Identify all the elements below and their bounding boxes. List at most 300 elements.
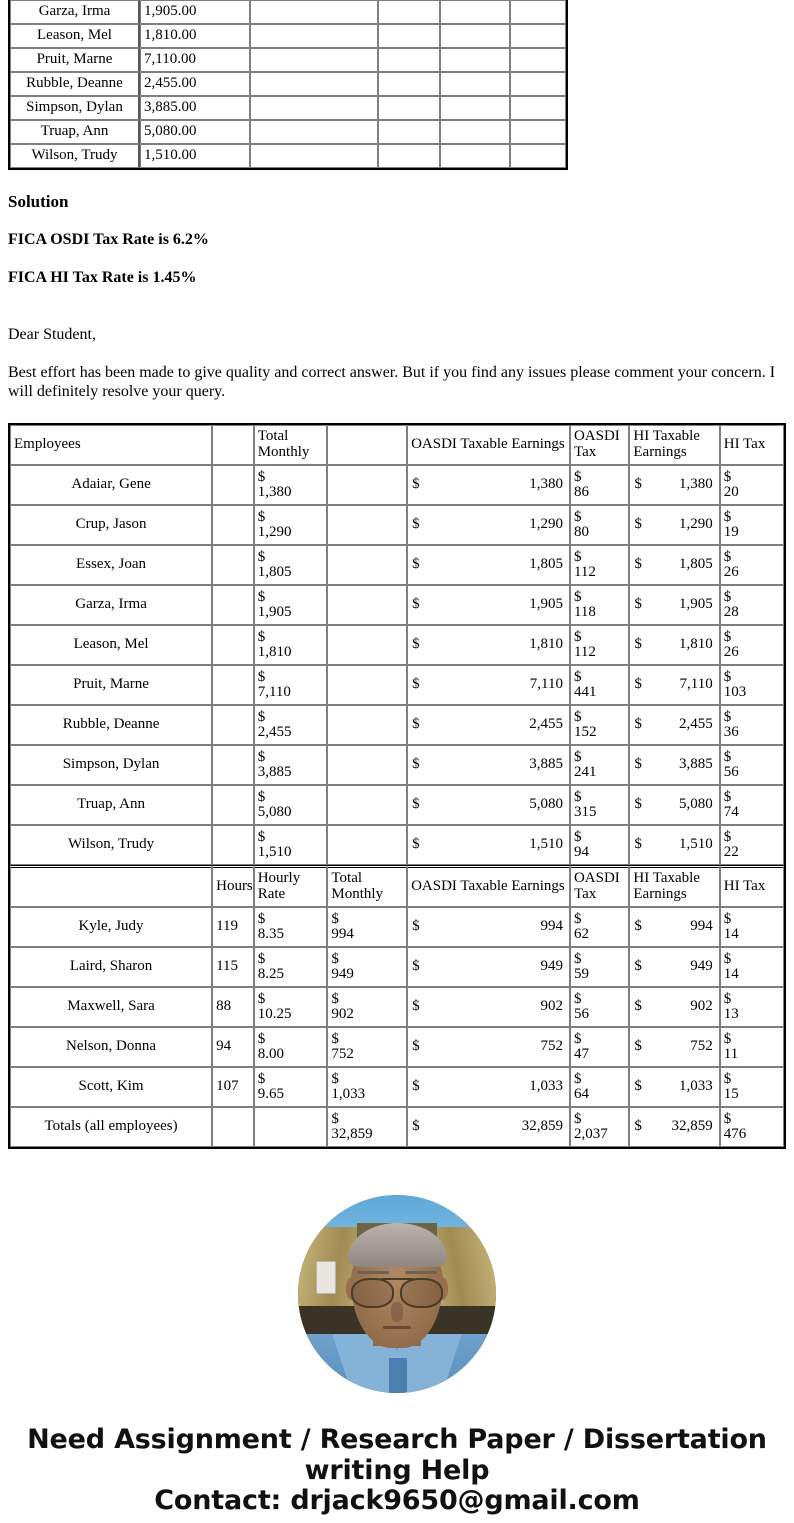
cell-value: 5,080 bbox=[529, 796, 563, 813]
hourly-rate-cell bbox=[254, 1027, 328, 1067]
cell-value: 1,033 bbox=[529, 1078, 563, 1095]
currency-symbol: $ bbox=[412, 596, 420, 613]
cell-value: 2,455 bbox=[679, 716, 713, 733]
currency-symbol: $ bbox=[573, 1031, 582, 1048]
cell-value: 47 bbox=[573, 1046, 589, 1063]
empty-cell bbox=[250, 48, 378, 72]
cell-value: 1,805 bbox=[679, 556, 713, 573]
cell-value: 752 bbox=[331, 1046, 354, 1063]
cell-value: 1,805 bbox=[529, 556, 563, 573]
empty-cell bbox=[510, 0, 566, 24]
table-header-row bbox=[10, 865, 784, 907]
total-monthly-cell bbox=[327, 987, 407, 1027]
empty-cell bbox=[327, 585, 407, 625]
currency-symbol: $ bbox=[573, 1071, 582, 1088]
table-row bbox=[10, 705, 784, 745]
currency-symbol: $ bbox=[723, 1031, 732, 1048]
oasdi-tax-cell bbox=[570, 545, 629, 585]
empty-cell bbox=[440, 24, 510, 48]
total-monthly-cell bbox=[254, 705, 328, 745]
cell-value: 28 bbox=[723, 604, 739, 621]
cell-value: 8.25 bbox=[257, 966, 284, 983]
currency-symbol: $ bbox=[723, 991, 732, 1008]
table-row bbox=[10, 947, 784, 987]
hi-tax-cell bbox=[720, 505, 784, 545]
cell-value: 1,805 bbox=[257, 564, 292, 581]
empty-cell bbox=[212, 785, 254, 825]
currency-symbol: $ bbox=[573, 991, 582, 1008]
oasdi-tax-cell bbox=[570, 825, 629, 865]
currency-symbol: $ bbox=[723, 829, 732, 846]
empty-cell bbox=[378, 0, 440, 24]
table-row bbox=[10, 1027, 784, 1067]
solution-table-wrap bbox=[0, 423, 794, 1149]
empty-cell bbox=[212, 505, 254, 545]
currency-symbol: $ bbox=[412, 998, 420, 1015]
promo-block bbox=[0, 1425, 794, 1516]
total-monthly-cell bbox=[254, 825, 328, 865]
header-blank bbox=[212, 425, 254, 465]
cell-value: 11 bbox=[723, 1046, 739, 1063]
cell-value: 62 bbox=[573, 926, 589, 943]
cell-value: 1,290 bbox=[679, 516, 713, 533]
page-title: Solution bbox=[8, 192, 69, 211]
header-spacer bbox=[327, 425, 407, 465]
empty-cell bbox=[510, 96, 566, 120]
table-header-row bbox=[10, 425, 784, 465]
currency-symbol: $ bbox=[723, 509, 732, 526]
currency-symbol: $ bbox=[634, 676, 642, 693]
cell-value: 994 bbox=[540, 918, 563, 935]
avatar-nose bbox=[391, 1302, 403, 1322]
hi-tax-cell bbox=[720, 987, 784, 1027]
amount-cell: 7,110.00 bbox=[140, 48, 250, 72]
cell-value: 1,033 bbox=[679, 1078, 713, 1095]
currency-symbol: $ bbox=[257, 509, 266, 526]
empty-cell bbox=[510, 72, 566, 96]
table-row bbox=[10, 987, 784, 1027]
oasdi-tax-cell bbox=[570, 465, 629, 505]
employee-name-cell: Truap, Ann bbox=[10, 785, 212, 825]
hi-taxable-earnings-cell bbox=[629, 947, 719, 987]
currency-symbol: $ bbox=[723, 951, 732, 968]
employee-name-cell: Pruit, Marne bbox=[10, 665, 212, 705]
cell-value: 752 bbox=[540, 1038, 563, 1055]
empty-cell bbox=[327, 705, 407, 745]
currency-symbol: $ bbox=[412, 836, 420, 853]
currency-symbol: $ bbox=[257, 911, 266, 928]
empty-cell bbox=[250, 120, 378, 144]
employee-name-cell: Leason, Mel bbox=[10, 625, 212, 665]
cell-value: 241 bbox=[573, 764, 597, 781]
total-monthly-cell bbox=[254, 785, 328, 825]
author-avatar-wrap bbox=[0, 1195, 794, 1393]
hi-tax-cell bbox=[720, 745, 784, 785]
header-total-monthly: Total Monthly bbox=[254, 425, 328, 465]
empty-cell bbox=[212, 745, 254, 785]
cell-value: 14 bbox=[723, 926, 739, 943]
empty-cell bbox=[327, 505, 407, 545]
empty-cell bbox=[440, 72, 510, 96]
table-row bbox=[10, 545, 784, 585]
cell-value: 10.25 bbox=[257, 1006, 292, 1023]
cell-value: 56 bbox=[723, 764, 739, 781]
currency-symbol: $ bbox=[412, 918, 420, 935]
hours-cell: 88 bbox=[212, 987, 254, 1027]
employee-name-cell: Laird, Sharon bbox=[10, 947, 212, 987]
currency-symbol: $ bbox=[257, 1031, 266, 1048]
totals-hi-taxable-cell bbox=[629, 1107, 719, 1147]
employee-name-cell: Maxwell, Sara bbox=[10, 987, 212, 1027]
avatar-mouth bbox=[383, 1326, 411, 1329]
cell-value: 902 bbox=[540, 998, 563, 1015]
solution-table bbox=[8, 423, 786, 1149]
header-hours: Hours bbox=[212, 865, 254, 907]
hours-cell: 94 bbox=[212, 1027, 254, 1067]
empty-cell bbox=[378, 48, 440, 72]
hi-taxable-earnings-cell bbox=[629, 907, 719, 947]
avatar bbox=[298, 1195, 496, 1393]
oasdi-tax-cell bbox=[570, 505, 629, 545]
header-hourly-total-monthly: Total Monthly bbox=[327, 865, 407, 907]
cell-value: 3,885 bbox=[679, 756, 713, 773]
oasdi-tax-cell bbox=[570, 1027, 629, 1067]
empty-cell bbox=[327, 545, 407, 585]
oasdi-taxable-earnings-cell bbox=[407, 907, 570, 947]
empty-cell bbox=[378, 120, 440, 144]
top-partial-table-wrap bbox=[0, 0, 794, 170]
oasdi-tax-cell bbox=[570, 947, 629, 987]
table-row bbox=[10, 665, 784, 705]
total-monthly-cell bbox=[327, 907, 407, 947]
oasdi-tax-cell bbox=[570, 785, 629, 825]
fica-osdi-rate-line: FICA OSDI Tax Rate is 6.2% bbox=[8, 231, 209, 249]
empty-cell bbox=[250, 96, 378, 120]
hi-tax-cell bbox=[720, 625, 784, 665]
currency-symbol: $ bbox=[634, 756, 642, 773]
hi-taxable-earnings-cell bbox=[629, 1067, 719, 1107]
currency-symbol: $ bbox=[723, 669, 732, 686]
currency-symbol: $ bbox=[331, 1031, 339, 1048]
employee-name-cell: Rubble, Deanne bbox=[10, 72, 140, 96]
currency-symbol: $ bbox=[257, 829, 266, 846]
currency-symbol: $ bbox=[723, 749, 732, 766]
hours-cell: 119 bbox=[212, 907, 254, 947]
currency-symbol: $ bbox=[723, 911, 732, 928]
header-hi-tax: HI Tax bbox=[720, 425, 784, 465]
oasdi-taxable-earnings-cell bbox=[407, 665, 570, 705]
amount-cell: 1,905.00 bbox=[140, 0, 250, 24]
cell-value: 32,859 bbox=[331, 1126, 373, 1143]
currency-symbol: $ bbox=[412, 676, 420, 693]
cell-value: 56 bbox=[573, 1006, 589, 1023]
empty-cell bbox=[510, 144, 566, 168]
currency-symbol: $ bbox=[331, 1111, 339, 1128]
hi-taxable-earnings-cell bbox=[629, 505, 719, 545]
empty-cell bbox=[327, 665, 407, 705]
fica-hi-rate-line: FICA HI Tax Rate is 1.45% bbox=[8, 268, 197, 286]
oasdi-taxable-earnings-cell bbox=[407, 987, 570, 1027]
empty-cell bbox=[440, 96, 510, 120]
oasdi-taxable-earnings-cell bbox=[407, 465, 570, 505]
employee-name-cell: Nelson, Donna bbox=[10, 1027, 212, 1067]
empty-cell bbox=[250, 24, 378, 48]
cell-value: 20 bbox=[723, 484, 739, 501]
currency-symbol: $ bbox=[634, 636, 642, 653]
cell-value: 1,510 bbox=[257, 844, 292, 861]
table-row bbox=[10, 72, 566, 96]
currency-symbol: $ bbox=[257, 749, 266, 766]
currency-symbol: $ bbox=[723, 589, 732, 606]
cell-value: 26 bbox=[723, 644, 739, 661]
currency-symbol: $ bbox=[257, 589, 266, 606]
currency-symbol: $ bbox=[723, 709, 732, 726]
currency-symbol: $ bbox=[412, 1078, 420, 1095]
currency-symbol: $ bbox=[634, 1038, 642, 1055]
cell-value: 19 bbox=[723, 524, 739, 541]
empty-cell bbox=[212, 465, 254, 505]
cell-value: 14 bbox=[723, 966, 739, 983]
empty-cell bbox=[250, 72, 378, 96]
cell-value: 112 bbox=[573, 644, 596, 661]
hi-tax-cell bbox=[720, 907, 784, 947]
cell-value: 64 bbox=[573, 1086, 589, 1103]
cell-value: 7,110 bbox=[679, 676, 713, 693]
total-monthly-cell bbox=[327, 1027, 407, 1067]
currency-symbol: $ bbox=[634, 836, 642, 853]
header-hourly-hi-tax: HI Tax bbox=[720, 865, 784, 907]
totals-oasdi-tax-cell bbox=[570, 1107, 629, 1147]
currency-symbol: $ bbox=[331, 911, 339, 928]
cell-value: 1,905 bbox=[529, 596, 563, 613]
cell-value: 9.65 bbox=[257, 1086, 284, 1103]
cell-value: 1,380 bbox=[529, 476, 563, 493]
currency-symbol: $ bbox=[723, 629, 732, 646]
avatar-eyebrow-right bbox=[405, 1271, 437, 1274]
currency-symbol: $ bbox=[412, 476, 420, 493]
currency-symbol: $ bbox=[573, 509, 582, 526]
employee-name-cell: Simpson, Dylan bbox=[10, 96, 140, 120]
cell-value: 1,810 bbox=[679, 636, 713, 653]
hours-cell: 115 bbox=[212, 947, 254, 987]
hi-taxable-earnings-cell bbox=[629, 585, 719, 625]
header-oasdi-tax: OASDI Tax bbox=[570, 425, 629, 465]
empty-cell bbox=[212, 1107, 254, 1147]
hi-tax-cell bbox=[720, 665, 784, 705]
currency-symbol: $ bbox=[573, 789, 582, 806]
hi-taxable-earnings-cell bbox=[629, 785, 719, 825]
hi-tax-cell bbox=[720, 1067, 784, 1107]
currency-symbol: $ bbox=[573, 749, 582, 766]
currency-symbol: $ bbox=[634, 1118, 642, 1135]
total-monthly-cell bbox=[254, 665, 328, 705]
currency-symbol: $ bbox=[723, 789, 732, 806]
avatar-eyebrow-left bbox=[357, 1271, 389, 1274]
employee-name-cell: Wilson, Trudy bbox=[10, 144, 140, 168]
hi-tax-cell bbox=[720, 705, 784, 745]
hi-taxable-earnings-cell bbox=[629, 625, 719, 665]
currency-symbol: $ bbox=[257, 991, 266, 1008]
oasdi-taxable-earnings-cell bbox=[407, 1027, 570, 1067]
hourly-rate-cell bbox=[254, 987, 328, 1027]
empty-cell bbox=[378, 96, 440, 120]
currency-symbol: $ bbox=[634, 998, 642, 1015]
table-row bbox=[10, 907, 784, 947]
hours-cell: 107 bbox=[212, 1067, 254, 1107]
currency-symbol: $ bbox=[723, 1111, 732, 1128]
employee-name-cell: Crup, Jason bbox=[10, 505, 212, 545]
cell-value: 994 bbox=[690, 918, 713, 935]
currency-symbol: $ bbox=[257, 549, 266, 566]
hourly-rate-cell bbox=[254, 947, 328, 987]
currency-symbol: $ bbox=[573, 829, 582, 846]
currency-symbol: $ bbox=[723, 1071, 732, 1088]
hi-tax-cell bbox=[720, 465, 784, 505]
hi-tax-cell bbox=[720, 1027, 784, 1067]
greeting-text: Dear Student, bbox=[8, 325, 96, 343]
hourly-rate-cell bbox=[254, 907, 328, 947]
empty-cell bbox=[254, 1107, 328, 1147]
currency-symbol: $ bbox=[634, 958, 642, 975]
empty-cell bbox=[327, 465, 407, 505]
header-hourly-oasdi-tax: OASDI Tax bbox=[570, 865, 629, 907]
cell-value: 902 bbox=[331, 1006, 354, 1023]
currency-symbol: $ bbox=[412, 756, 420, 773]
cell-value: 1,905 bbox=[257, 604, 292, 621]
currency-symbol: $ bbox=[573, 911, 582, 928]
cell-value: 5,080 bbox=[257, 804, 292, 821]
total-monthly-cell bbox=[254, 545, 328, 585]
empty-cell bbox=[212, 625, 254, 665]
amount-cell: 3,885.00 bbox=[140, 96, 250, 120]
header-hourly-rate: Hourly Rate bbox=[254, 865, 328, 907]
oasdi-tax-cell bbox=[570, 665, 629, 705]
currency-symbol: $ bbox=[634, 476, 642, 493]
totals-hi-tax-cell bbox=[720, 1107, 784, 1147]
cell-value: 1,290 bbox=[529, 516, 563, 533]
totals-label-cell: Totals (all employees) bbox=[10, 1107, 212, 1147]
empty-cell bbox=[510, 48, 566, 72]
currency-symbol: $ bbox=[257, 469, 266, 486]
amount-cell: 1,510.00 bbox=[140, 144, 250, 168]
employee-name-cell: Rubble, Deanne bbox=[10, 705, 212, 745]
empty-cell bbox=[327, 785, 407, 825]
oasdi-taxable-earnings-cell bbox=[407, 745, 570, 785]
empty-cell bbox=[212, 665, 254, 705]
currency-symbol: $ bbox=[257, 709, 266, 726]
table-row bbox=[10, 505, 784, 545]
cell-value: 315 bbox=[573, 804, 597, 821]
oasdi-taxable-earnings-cell bbox=[407, 1067, 570, 1107]
hourly-rate-cell bbox=[254, 1067, 328, 1107]
promo-line-1: Need Assignment / Research Paper / Dissertation writing Help bbox=[27, 1424, 767, 1486]
empty-cell bbox=[440, 144, 510, 168]
cell-value: 26 bbox=[723, 564, 739, 581]
currency-symbol: $ bbox=[634, 596, 642, 613]
table-row bbox=[10, 48, 566, 72]
hi-tax-cell bbox=[720, 947, 784, 987]
hi-tax-cell bbox=[720, 825, 784, 865]
hi-taxable-earnings-cell bbox=[629, 665, 719, 705]
employee-name-cell: Kyle, Judy bbox=[10, 907, 212, 947]
currency-symbol: $ bbox=[257, 669, 266, 686]
cell-value: 112 bbox=[573, 564, 596, 581]
currency-symbol: $ bbox=[573, 589, 582, 606]
currency-symbol: $ bbox=[634, 716, 642, 733]
employee-name-cell: Essex, Joan bbox=[10, 545, 212, 585]
cell-value: 2,455 bbox=[529, 716, 563, 733]
currency-symbol: $ bbox=[412, 1118, 420, 1135]
empty-cell bbox=[510, 24, 566, 48]
body-paragraph: Best effort has been made to give quality and correct answer. But if you find any issues please comment your concern. I will definitely resolve your query. bbox=[8, 363, 776, 401]
oasdi-tax-cell bbox=[570, 987, 629, 1027]
currency-symbol: $ bbox=[723, 549, 732, 566]
table-row bbox=[10, 144, 566, 168]
cell-value: 1,810 bbox=[257, 644, 292, 661]
currency-symbol: $ bbox=[412, 716, 420, 733]
currency-symbol: $ bbox=[331, 951, 339, 968]
avatar-lens-left bbox=[351, 1278, 393, 1308]
currency-symbol: $ bbox=[412, 516, 420, 533]
oasdi-tax-cell bbox=[570, 907, 629, 947]
empty-cell bbox=[212, 705, 254, 745]
hi-taxable-earnings-cell bbox=[629, 987, 719, 1027]
currency-symbol: $ bbox=[634, 556, 642, 573]
oasdi-taxable-earnings-cell bbox=[407, 785, 570, 825]
hi-taxable-earnings-cell bbox=[629, 825, 719, 865]
cell-value: 1,033 bbox=[331, 1086, 366, 1103]
currency-symbol: $ bbox=[257, 789, 266, 806]
cell-value: 7,110 bbox=[529, 676, 563, 693]
currency-symbol: $ bbox=[723, 469, 732, 486]
header-hourly-employees bbox=[10, 865, 212, 907]
oasdi-tax-cell bbox=[570, 625, 629, 665]
cell-value: 1,810 bbox=[529, 636, 563, 653]
totals-oasdi-taxable-cell bbox=[407, 1107, 570, 1147]
oasdi-taxable-earnings-cell bbox=[407, 625, 570, 665]
cell-value: 1,905 bbox=[679, 596, 713, 613]
avatar-tie bbox=[389, 1358, 407, 1394]
amount-cell: 5,080.00 bbox=[140, 120, 250, 144]
cell-value: 118 bbox=[573, 604, 596, 621]
empty-cell bbox=[327, 625, 407, 665]
empty-cell bbox=[378, 144, 440, 168]
employee-name-cell: Truap, Ann bbox=[10, 120, 140, 144]
cell-value: 32,859 bbox=[671, 1118, 713, 1135]
employee-name-cell: Scott, Kim bbox=[10, 1067, 212, 1107]
currency-symbol: $ bbox=[573, 629, 582, 646]
employee-name-cell: Wilson, Trudy bbox=[10, 825, 212, 865]
total-monthly-cell bbox=[327, 947, 407, 987]
empty-cell bbox=[327, 745, 407, 785]
top-partial-table bbox=[8, 0, 568, 170]
oasdi-taxable-earnings-cell bbox=[407, 825, 570, 865]
eyeglasses-icon bbox=[351, 1278, 442, 1304]
oasdi-taxable-earnings-cell bbox=[407, 705, 570, 745]
cell-value: 8.00 bbox=[257, 1046, 284, 1063]
oasdi-taxable-earnings-cell bbox=[407, 947, 570, 987]
currency-symbol: $ bbox=[634, 1078, 642, 1095]
table-row bbox=[10, 1067, 784, 1107]
cell-value: 3,885 bbox=[257, 764, 292, 781]
hi-tax-cell bbox=[720, 545, 784, 585]
total-monthly-cell bbox=[254, 465, 328, 505]
cell-value: 1,380 bbox=[257, 484, 292, 501]
cell-value: 994 bbox=[331, 926, 354, 943]
header-employees: Employees bbox=[10, 425, 212, 465]
hi-taxable-earnings-cell bbox=[629, 465, 719, 505]
empty-cell bbox=[212, 585, 254, 625]
